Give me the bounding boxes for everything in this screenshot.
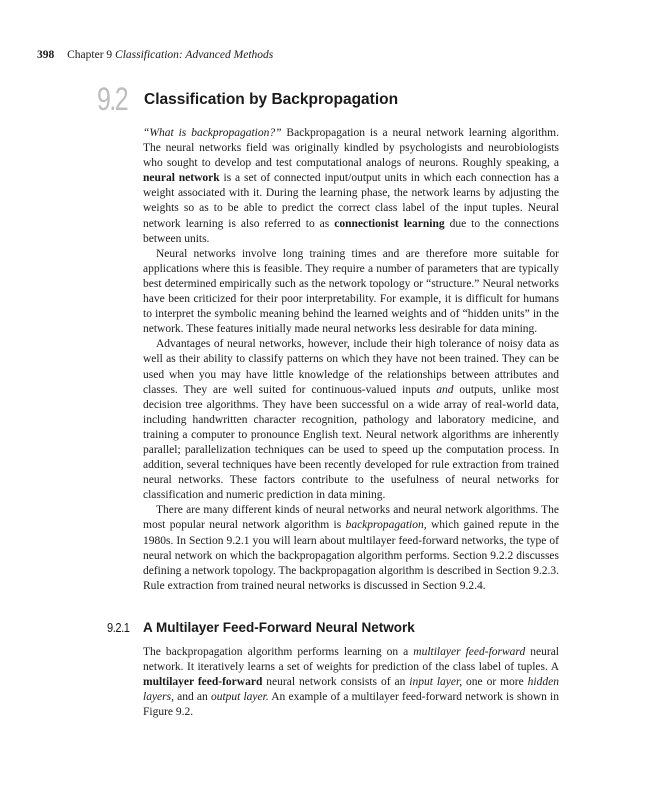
running-head (37, 49, 273, 61)
sp1-emphasis-mlff: multilayer feed-forward (413, 646, 526, 658)
p1-text-a: Backpropagation is a neural network learning algorithm. The neural networks field was originally kindled by psychologists and neurobiologists who sought to develop and test computational analogs of neurons. Roughly speaking, a (143, 127, 559, 170)
p3-emphasis-and: and (436, 383, 454, 396)
sp1-emphasis-input-layer: input layer, (409, 676, 463, 689)
chapter-label: Chapter 9 (67, 49, 113, 61)
term-connectionist-learning: connectionist learning (334, 217, 445, 230)
p3-text-b: outputs, unlike most decision tree algorithms. They have been successful on a wide array of real-world data, including handwritten character recognition, pathology and laboratory medicine, and training a computer to pronounce English text. Neural network algorithms are inherently parallel; parallelization techniques can be used to speed up the computation process. In addition, several techniques have been recently developed for rule extraction from trained neural networks. These factors contribute to the usefulness of neural networks for classification and numeric prediction in data mining. (143, 383, 559, 502)
sp1-text-b: neural network. It iteratively learns a set of weights for prediction of the class label of tuples. A (143, 646, 559, 674)
paragraph-3 (143, 337, 559, 503)
term-neural-network: neural network (143, 172, 220, 185)
p4-emphasis-backpropagation: backpropagation, (345, 519, 427, 532)
p1-text-c: due to the connections between units. (143, 217, 559, 245)
subsection-paragraph-1 (143, 645, 559, 720)
paragraph-1 (143, 126, 559, 247)
subsection-body (143, 645, 559, 720)
chapter-title: Classification: Advanced Methods (115, 49, 274, 61)
sp1-emphasis-hidden-layers: hidden layers, (143, 676, 559, 704)
sp1-text-c: neural network consists of an (262, 676, 410, 689)
p4-text-b: which gained repute in the 1980s. In Section 9.2.1 you will learn about multilayer feed-forward networks, the type of neural network on which the backpropagation algorithm performs. Section 9.2.2 discusses defining a network topology. The backpropagation algorithm is described in Section 9.2.3. Rule extraction from trained neural networks is discussed in Section 9.2.4. (143, 519, 559, 592)
section-title: Classification by Backpropagation (144, 91, 399, 108)
subsection-heading (107, 619, 415, 637)
sp1-text-d: one or more (462, 676, 528, 689)
p1-text-b: is a set of connected input/output units in which each connection has a weight associated with it. During the learning phase, the network learns by adjusting the weights so as to be able to predict the correct class label of the input tuples. Neural network learning is also referred to as (143, 172, 559, 230)
p4-text-a: There are many different kinds of neural networks and neural network algorithms. The most popular neural network algorithm is (143, 504, 559, 532)
section-number: 9.2 (97, 81, 128, 117)
sp1-text-a: The backpropagation algorithm performs learning on a (143, 646, 414, 658)
section-body (143, 126, 559, 594)
sp1-emphasis-output-layer: output layer. (210, 691, 269, 704)
subsection-number: 9.2.1 (107, 620, 130, 635)
sp1-text-f: An example of a multilayer feed-forward network is shown in Figure 9.2. (143, 691, 559, 719)
p3-text-a: Advantages of neural networks, however, include their high tolerance of noisy data as well as their ability to classify patterns on which they have not been trained. They can be used when you may have little knowledge of the relationships between attributes and classes. They are well suited for continuous-valued inputs (143, 338, 559, 396)
subsection-title: A Multilayer Feed-Forward Neural Network (143, 620, 415, 635)
sp1-text-e: and an (173, 691, 211, 704)
paragraph-2: Neural networks involve long training times and are therefore more suitable for applications where this is feasible. They require a number of parameters that are typically best determined empirically such as the network topology or “structure.” Neural networks have been criticized for their poor interpretability. For example, it is difficult for humans to interpret the symbolic meaning behind the learned weights and of “hidden units” in the network. These features initially made neural networks less desirable for data mining. (143, 247, 559, 336)
p1-question: “What is backpropagation?” (143, 127, 282, 139)
paragraph-4 (143, 503, 559, 594)
page-number: 398 (37, 49, 55, 61)
term-multilayer-feed-forward: multilayer feed-forward (143, 676, 263, 689)
